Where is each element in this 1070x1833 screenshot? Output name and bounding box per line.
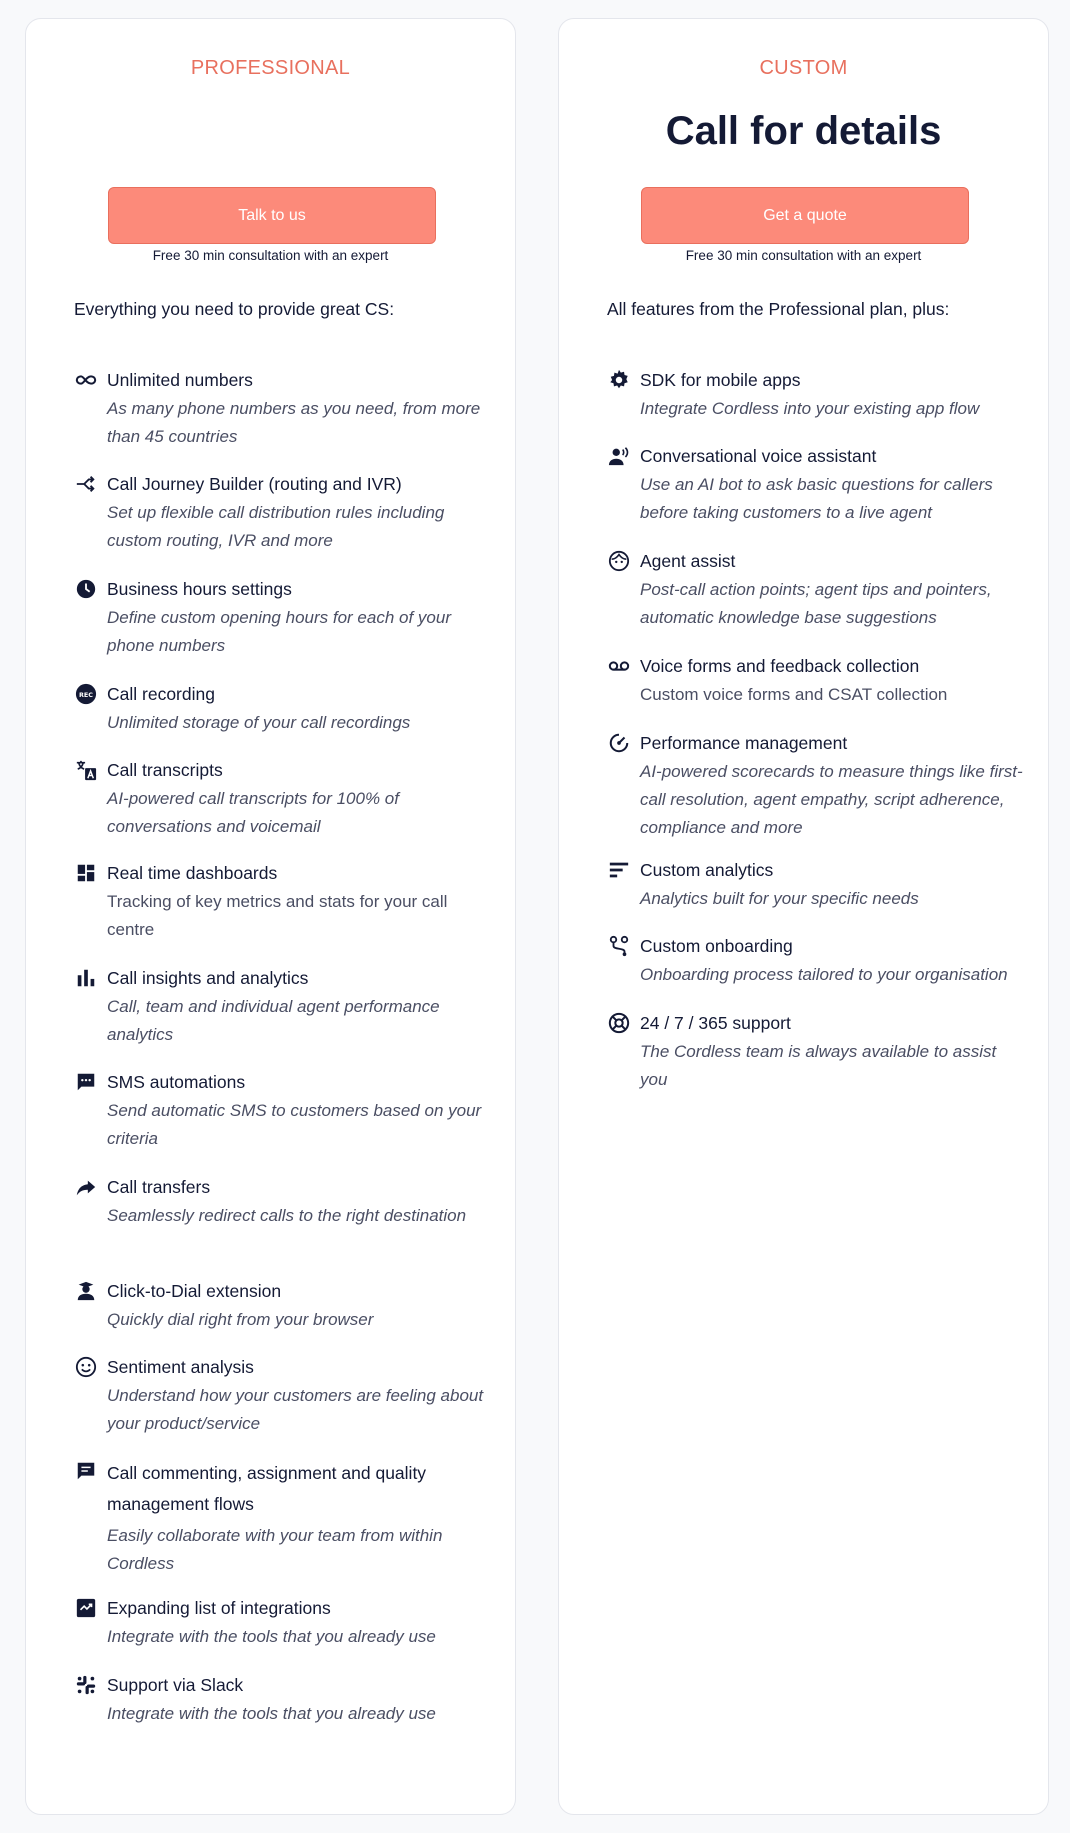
feature-description: Understand how your customers are feeling about your product/service (107, 1386, 484, 1433)
slack-icon (74, 1674, 98, 1696)
feature-title: Agent assist (640, 551, 736, 571)
route-icon (607, 935, 631, 957)
feature-title: Call insights and analytics (107, 968, 309, 988)
lifebuoy-icon (607, 1012, 631, 1034)
feature-description: As many phone numbers as you need, from more than 45 countries (107, 399, 481, 446)
feature-item (607, 367, 1028, 423)
feature-title: Call recording (107, 684, 215, 704)
feature-item (74, 1174, 495, 1230)
feature-item (74, 1069, 495, 1153)
feature-title: Call transcripts (107, 760, 223, 780)
feature-description: Use an AI bot to ask basic questions for callers before taking customers to a live agent (640, 475, 993, 522)
feature-title: Click-to-Dial extension (107, 1281, 282, 1301)
cta-note: Free 30 min consultation with an expert (685, 248, 922, 263)
feature-title: Call transfers (107, 1177, 211, 1197)
feature-description: Integrate Cordless into your existing app flow (640, 399, 980, 418)
infinity-icon (74, 369, 98, 391)
feature-item (607, 1010, 1028, 1094)
feature-description: AI-powered call transcripts for 100% of conversations and voicemail (107, 789, 399, 836)
feature-item (607, 443, 1028, 527)
feature-description: Call, team and individual agent performance analytics (107, 997, 440, 1044)
face-icon (607, 550, 631, 572)
feature-title: Conversational voice assistant (640, 446, 877, 466)
feature-item (607, 933, 1028, 989)
feature-description: Integrate with the tools that you already use (107, 1627, 436, 1646)
features-intro: All features from the Professional plan, plus: (607, 299, 950, 319)
feature-description: Post-call action points; agent tips and pointers, automatic knowledge base suggestions (640, 580, 992, 627)
feature-title: Custom analytics (640, 860, 774, 880)
feature-title: Unlimited numbers (107, 370, 253, 390)
translate-icon (74, 759, 98, 781)
talk-to-us-button[interactable]: Talk to us (108, 187, 436, 244)
speedometer-icon (607, 732, 631, 754)
cta-note: Free 30 min consultation with an expert (152, 248, 389, 263)
feature-item (607, 653, 1028, 709)
gear-icon (607, 369, 631, 391)
sms-icon (74, 1071, 98, 1093)
feature-item (607, 857, 1028, 913)
forward-arrow-icon (74, 1176, 98, 1198)
feature-description: Quickly dial right from your browser (107, 1310, 374, 1329)
split-arrow-icon (74, 473, 98, 495)
plan-name: PROFESSIONAL (190, 57, 351, 79)
feature-title: 24 / 7 / 365 support (640, 1013, 791, 1033)
feature-item (607, 730, 1028, 842)
comment-icon (74, 1460, 98, 1482)
feature-item (74, 1354, 495, 1438)
feature-item (74, 576, 495, 660)
feature-title: Performance management (640, 733, 848, 753)
feature-description: Unlimited storage of your call recordings (107, 713, 411, 732)
feature-title: Support via Slack (107, 1675, 244, 1695)
feature-description: Integrate with the tools that you already use (107, 1704, 436, 1723)
feature-title: SDK for mobile apps (640, 370, 801, 390)
feature-item (74, 860, 495, 944)
feature-item (74, 471, 495, 555)
plan-name: CUSTOM (759, 57, 848, 79)
bar-chart-icon (74, 967, 98, 989)
feature-item (74, 1595, 495, 1651)
dashboard-icon (74, 862, 98, 884)
analytics-lines-icon (607, 859, 631, 881)
voice-assistant-icon (607, 445, 631, 467)
feature-title: SMS automations (107, 1072, 246, 1092)
feature-description: Tracking of key metrics and stats for your call centre (107, 892, 448, 939)
feature-description: Onboarding process tailored to your organisation (640, 965, 1008, 984)
feature-description: Set up flexible call distribution rules including custom routing, IVR and more (107, 503, 445, 550)
feature-description: Send automatic SMS to customers based on your criteria (107, 1101, 482, 1148)
feature-item (74, 965, 495, 1049)
feature-title: Call commenting, assignment and quality management flows (107, 1463, 427, 1514)
feature-description: The Cordless team is always available to assist you (640, 1042, 997, 1089)
feature-item (74, 1458, 495, 1578)
svg-text:REC: REC (78, 690, 94, 699)
feature-description: Analytics built for your specific needs (640, 889, 919, 908)
feature-description: Custom voice forms and CSAT collection (640, 685, 948, 704)
feature-item (74, 1278, 495, 1334)
feature-description: Easily collaborate with your team from within Cordless (107, 1526, 443, 1573)
feature-title: Call Journey Builder (routing and IVR) (107, 474, 402, 494)
get-a-quote-button[interactable]: Get a quote (641, 187, 969, 244)
features-intro: Everything you need to provide great CS: (74, 299, 395, 319)
smiley-icon (74, 1356, 98, 1378)
feature-item (74, 681, 495, 737)
feature-title: Real time dashboards (107, 863, 278, 883)
price: Call for details (665, 109, 942, 153)
feature-title: Expanding list of integrations (107, 1598, 331, 1618)
feature-description: Define custom opening hours for each of your phone numbers (107, 608, 451, 655)
plan-card-custom (558, 18, 1049, 1815)
feature-description: AI-powered scorecards to measure things like first-call resolution, agent empathy, script adherence, compliance and more (640, 762, 1023, 837)
feature-item (74, 1672, 495, 1728)
feature-item (74, 757, 495, 841)
plan-card-professional (25, 18, 516, 1815)
feature-item (74, 367, 495, 451)
rec-icon (74, 683, 98, 705)
clock-icon (74, 578, 98, 600)
feature-title: Business hours settings (107, 579, 292, 599)
feature-item (607, 548, 1028, 632)
voicemail-icon (607, 655, 631, 677)
agent-icon (74, 1280, 98, 1302)
feature-title: Custom onboarding (640, 936, 793, 956)
feature-description: Seamlessly redirect calls to the right destination (107, 1206, 467, 1225)
puzzle-icon (74, 1597, 98, 1619)
feature-title: Sentiment analysis (107, 1357, 254, 1377)
feature-title: Voice forms and feedback collection (640, 656, 920, 676)
